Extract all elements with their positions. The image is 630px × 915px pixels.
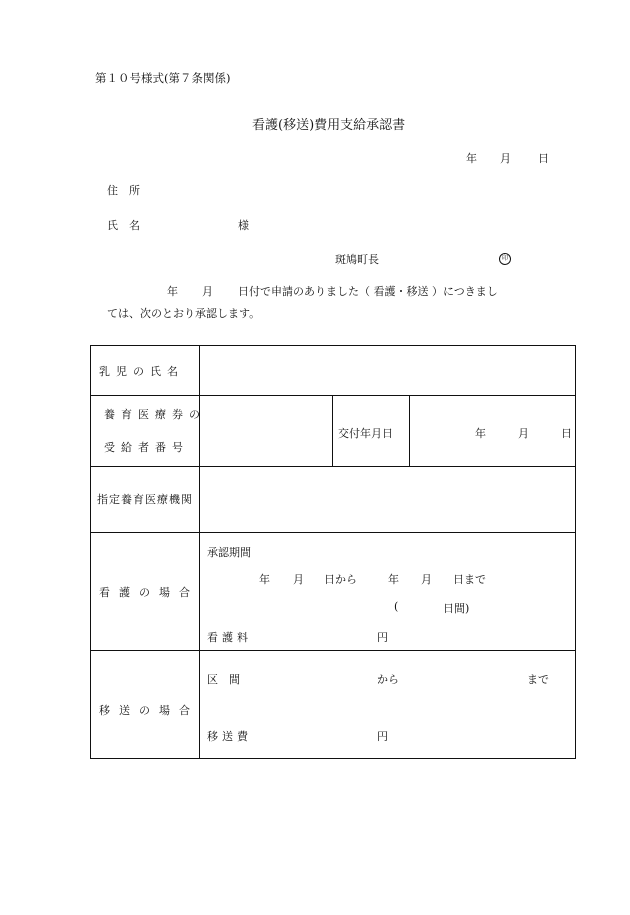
period-from-day: 日から: [324, 573, 357, 586]
days-close: 日間): [443, 602, 470, 615]
name-label: 氏 名: [107, 219, 140, 232]
to-label: まで: [527, 673, 549, 686]
days-open: (: [394, 600, 399, 613]
recipient-number-field[interactable]: [201, 397, 330, 464]
child-name-label: 乳児の氏名: [99, 365, 184, 378]
period-to-month: 月: [421, 573, 432, 586]
nursing-fee-label: 看護料: [207, 631, 252, 644]
body-line1: 日付で申請のありました（ 看護・移送 ）につきまし: [238, 285, 498, 298]
section-label: 区 間: [207, 673, 240, 686]
period-from-month: 月: [293, 573, 304, 586]
approval-table: [90, 345, 576, 759]
approval-period-label: 承認期間: [207, 546, 251, 559]
body-year: 年: [167, 285, 178, 298]
document-title: 看護(移送)費用支給承認書: [252, 118, 406, 133]
voucher-label-1: 養育医療券の: [104, 408, 206, 421]
period-to-day: 日まで: [453, 573, 486, 586]
period-to-year: 年: [388, 573, 399, 586]
issuer: 斑鳩町長: [335, 253, 379, 266]
voucher-divider: [332, 395, 333, 466]
official-seal: [499, 250, 511, 265]
header-date-month: 月: [500, 152, 511, 165]
body-line2: ては、次のとおり承認します。: [107, 307, 261, 320]
transport-case-label: 移送の場合: [99, 704, 199, 717]
period-from-year: 年: [259, 573, 270, 586]
issue-year: 年: [475, 427, 486, 440]
nursing-fee-yen: 円: [377, 631, 388, 644]
issue-month: 月: [518, 427, 529, 440]
row-divider: [91, 532, 575, 533]
header-date-year: 年: [466, 152, 477, 165]
child-name-field[interactable]: [201, 348, 573, 393]
issue-date-label: 交付年月日: [338, 427, 393, 440]
issue-day: 日: [561, 427, 572, 440]
row-divider: [91, 466, 575, 467]
institution-label: 指定養育医療機関: [97, 493, 193, 506]
seal-mark: 印: [499, 253, 511, 265]
from-label: から: [377, 673, 399, 686]
nursing-case-label: 看護の場合: [99, 586, 199, 599]
address-label: 住 所: [107, 184, 140, 197]
honorific: 様: [238, 219, 249, 232]
header-date-day: 日: [538, 152, 549, 165]
transport-fee-yen: 円: [377, 730, 388, 743]
form-number: 第１０号様式(第７条関係): [95, 71, 231, 85]
institution-field[interactable]: [201, 468, 573, 530]
body-month: 月: [202, 285, 213, 298]
row-divider: [91, 650, 575, 651]
transport-fee-label: 移送費: [207, 730, 252, 743]
issue-date-divider: [409, 395, 410, 466]
voucher-label-2: 受給者番号: [104, 441, 189, 454]
row-divider: [91, 395, 575, 396]
